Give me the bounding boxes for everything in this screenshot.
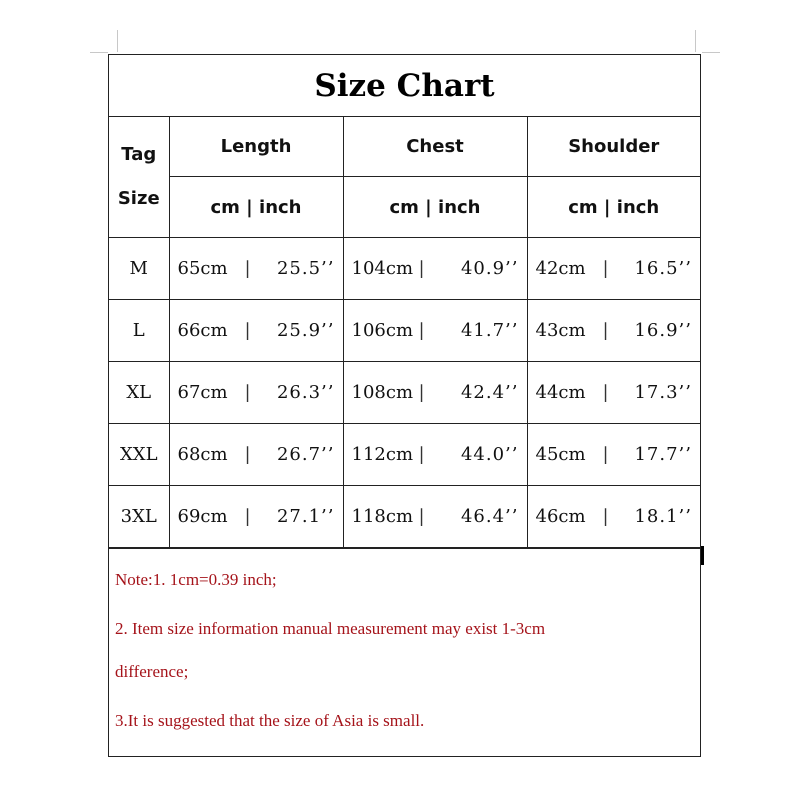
separator: | <box>602 258 609 279</box>
length-inch: 26.3’’ <box>276 382 335 403</box>
length-inch: 25.9’’ <box>276 320 335 341</box>
unit-label-chest: cm | inch <box>343 177 527 238</box>
table-row <box>109 300 700 362</box>
separator: | <box>418 382 425 403</box>
length-inch: 26.7’’ <box>276 444 335 465</box>
length-inch: 27.1’’ <box>276 506 335 527</box>
length-cm: 66cm <box>177 320 228 341</box>
shoulder-cell <box>527 424 700 486</box>
size-chart-sheet <box>108 54 701 757</box>
size-cell: 3XL <box>109 486 169 548</box>
separator: | <box>418 320 425 341</box>
shoulder-cm: 42cm <box>535 258 586 279</box>
shoulder-cm: 44cm <box>535 382 586 403</box>
separator: | <box>418 506 425 527</box>
column-header-shoulder: Shoulder <box>527 116 700 177</box>
size-cell: XL <box>109 362 169 424</box>
chest-cm: 106cm <box>351 320 414 341</box>
note-measurement: 2. Item size information manual measurement may exist 1-3cm <box>115 619 546 638</box>
tag-label: Tag <box>121 143 157 165</box>
chest-cm: 104cm <box>351 258 414 279</box>
separator: | <box>244 444 251 465</box>
length-inch: 25.5’’ <box>276 258 335 279</box>
tag-size-header <box>109 116 169 238</box>
table-row <box>109 424 700 486</box>
chest-cell <box>343 486 527 548</box>
chest-inch: 41.7’’ <box>460 320 519 341</box>
shoulder-cm: 46cm <box>535 506 586 527</box>
column-header-length: Length <box>169 116 343 177</box>
length-cm: 67cm <box>177 382 228 403</box>
edge-marker <box>701 546 704 565</box>
chest-cm: 112cm <box>351 444 414 465</box>
note-measurement-cont: difference; <box>115 662 189 681</box>
note-asia-size: 3.It is suggested that the size of Asia is small. <box>115 711 425 730</box>
shoulder-inch: 18.1’’ <box>634 506 692 527</box>
separator: | <box>602 320 609 341</box>
size-label: Size <box>117 187 160 209</box>
crop-mark <box>695 30 696 52</box>
chest-cell <box>343 424 527 486</box>
unit-label-length: cm | inch <box>169 177 343 238</box>
separator: | <box>244 506 251 527</box>
table-header-row <box>109 116 700 177</box>
separator: | <box>418 444 425 465</box>
separator: | <box>602 444 609 465</box>
separator: | <box>244 258 251 279</box>
length-cell <box>169 486 343 548</box>
table-row <box>109 362 700 424</box>
crop-mark <box>117 30 118 52</box>
crop-mark <box>702 52 720 53</box>
length-cell <box>169 300 343 362</box>
chest-inch: 44.0’’ <box>460 444 519 465</box>
chest-cm: 118cm <box>351 506 414 527</box>
shoulder-cell <box>527 486 700 548</box>
shoulder-inch: 17.3’’ <box>634 382 692 403</box>
table-unit-row <box>109 177 700 238</box>
chest-cell <box>343 362 527 424</box>
shoulder-cell <box>527 238 700 300</box>
separator: | <box>244 320 251 341</box>
notes-section <box>109 548 700 757</box>
size-cell: XXL <box>109 424 169 486</box>
length-cm: 68cm <box>177 444 228 465</box>
table-row <box>109 238 700 300</box>
shoulder-cell <box>527 362 700 424</box>
separator: | <box>602 382 609 403</box>
length-cell <box>169 424 343 486</box>
shoulder-cm: 45cm <box>535 444 586 465</box>
column-header-chest: Chest <box>343 116 527 177</box>
shoulder-cm: 43cm <box>535 320 586 341</box>
note-conversion: Note:1. 1cm=0.39 inch; <box>115 570 277 589</box>
separator: | <box>602 506 609 527</box>
chest-cell <box>343 238 527 300</box>
size-cell: M <box>109 238 169 300</box>
chest-inch: 42.4’’ <box>460 382 519 403</box>
length-cm: 69cm <box>177 506 228 527</box>
chest-cm: 108cm <box>351 382 414 403</box>
separator: | <box>244 382 251 403</box>
size-cell: L <box>109 300 169 362</box>
chart-title: Size Chart <box>109 55 700 117</box>
shoulder-cell <box>527 300 700 362</box>
length-cm: 65cm <box>177 258 228 279</box>
shoulder-inch: 16.5’’ <box>634 258 692 279</box>
table-row <box>109 486 700 548</box>
shoulder-inch: 16.9’’ <box>634 320 692 341</box>
shoulder-inch: 17.7’’ <box>634 444 692 465</box>
separator: | <box>418 258 425 279</box>
size-table <box>109 116 700 548</box>
chest-inch: 40.9’’ <box>460 258 519 279</box>
length-cell <box>169 362 343 424</box>
crop-mark <box>90 52 108 53</box>
unit-label-shoulder: cm | inch <box>527 177 700 238</box>
length-cell <box>169 238 343 300</box>
chest-cell <box>343 300 527 362</box>
chest-inch: 46.4’’ <box>460 506 519 527</box>
